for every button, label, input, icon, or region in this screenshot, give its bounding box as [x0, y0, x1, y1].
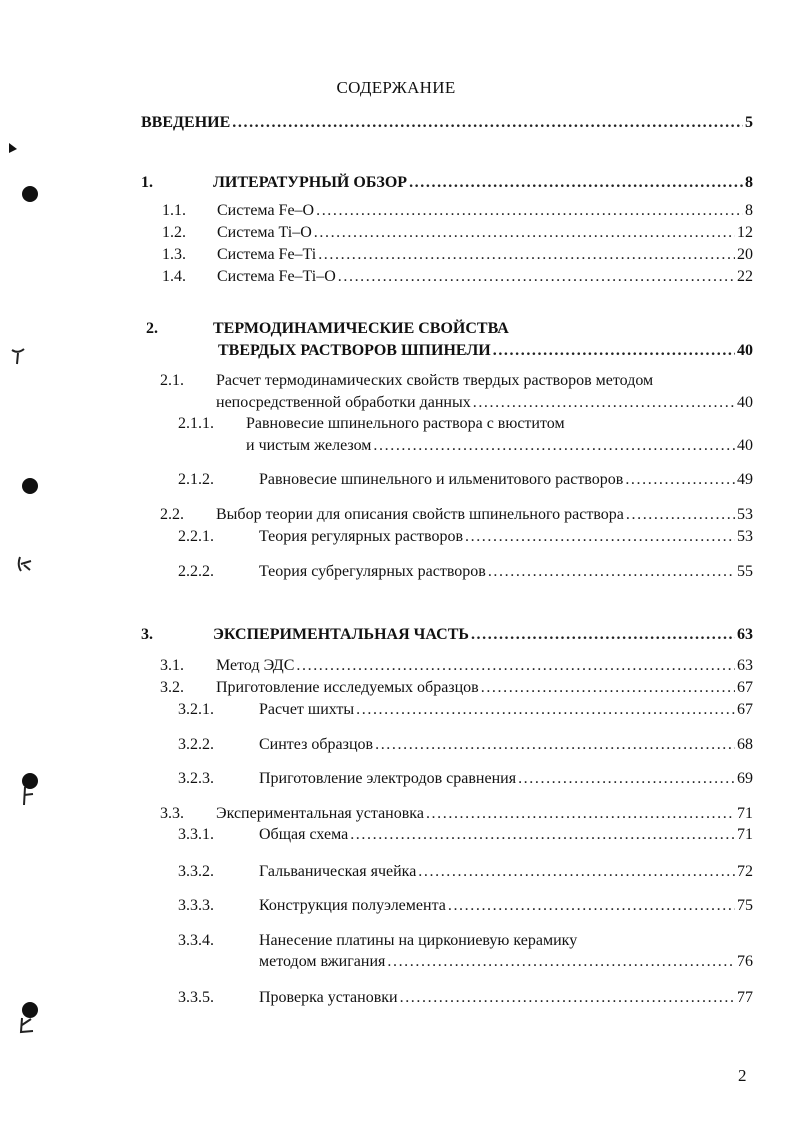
- toc-entry-page: 63: [737, 657, 753, 674]
- punch-hole-mark: [22, 478, 38, 494]
- ink-scribble-mark: [16, 555, 34, 573]
- toc-entry-page: 71: [737, 805, 753, 822]
- toc-entry-s1-2[interactable]: [217, 222, 753, 244]
- toc-entry-title: Система Fe–Ti–O: [217, 268, 336, 285]
- dot-leader: [350, 824, 735, 846]
- toc-entry-title-line1: Равновесие шпинельного раствора с вюститом: [246, 415, 565, 432]
- toc-item-number: 1.1.: [162, 202, 186, 219]
- toc-entry-title: Общая схема: [259, 826, 349, 843]
- toc-entry-page: 49: [737, 471, 753, 488]
- toc-entry-s3[interactable]: [213, 624, 753, 646]
- toc-entry-page: 75: [737, 897, 753, 914]
- dot-leader: [338, 266, 735, 288]
- toc-entry-s3-3-1[interactable]: [259, 824, 753, 846]
- toc-entry-page: 72: [737, 863, 753, 880]
- toc-entry-s2-1[interactable]: [216, 392, 753, 414]
- toc-entry-page: 53: [737, 506, 753, 523]
- toc-entry-page: 67: [737, 701, 753, 718]
- toc-entry-page: 71: [737, 826, 753, 843]
- page-title: СОДЕРЖАНИЕ: [336, 78, 456, 97]
- toc-entry-title: и чистым железом: [246, 437, 372, 454]
- dot-leader: [448, 895, 735, 917]
- toc-entry-page: 77: [737, 989, 753, 1006]
- toc-entry-title: Система Fe–O: [217, 202, 315, 219]
- toc-entry-s3-2-3[interactable]: [259, 768, 753, 790]
- toc-entry-page: 20: [737, 246, 753, 263]
- dot-leader: [356, 699, 735, 721]
- toc-entry-title: Система Ti–O: [217, 224, 312, 241]
- toc-entry-title: Система Fe–Ti: [217, 246, 317, 263]
- toc-item-number: 2.1.1.: [178, 415, 214, 432]
- toc-item-number: 1.3.: [162, 246, 186, 263]
- dot-leader: [418, 861, 735, 883]
- toc-entry-page: 67: [737, 679, 753, 696]
- toc-entry-page: 68: [737, 736, 753, 753]
- toc-entry-s1-4[interactable]: [217, 266, 753, 288]
- toc-entry-title: Теория регулярных растворов: [259, 528, 463, 545]
- toc-entry-page: 40: [737, 342, 753, 359]
- toc-entry-title: ЭКСПЕРИМЕНТАЛЬНАЯ ЧАСТЬ: [213, 626, 469, 643]
- toc-entry-s3-3-4[interactable]: [259, 951, 753, 973]
- dot-leader: [493, 340, 735, 362]
- toc-entry-title-line1: Расчет термодинамических свойств твердых растворов методом: [216, 372, 654, 389]
- toc-entry-s3-1[interactable]: [216, 655, 753, 677]
- page-number: 2: [738, 1066, 747, 1085]
- toc-item-number: 3.3.2.: [178, 863, 214, 880]
- toc-entry-title: Метод ЭДС: [216, 657, 295, 674]
- toc-item-number: 1.2.: [162, 224, 186, 241]
- toc-entry-title: Гальваническая ячейка: [259, 863, 417, 880]
- toc-item-number: 3.3.4.: [178, 932, 214, 949]
- toc-entry-intro[interactable]: [141, 112, 753, 134]
- toc-entry-title-line1: Нанесение платины на циркониевую керамику: [259, 932, 578, 949]
- toc-entry-page: 12: [737, 224, 753, 241]
- toc-item-number: 2.1.2.: [178, 471, 214, 488]
- toc-entry-s1-1[interactable]: [217, 200, 753, 222]
- dot-leader: [409, 172, 743, 194]
- toc-entry-page: 8: [745, 174, 753, 191]
- toc-entry-s2-1-2[interactable]: [259, 469, 753, 491]
- toc-entry-s1-3[interactable]: [217, 244, 753, 266]
- toc-entry-page: 55: [737, 563, 753, 580]
- toc-entry-s3-2-2[interactable]: [259, 734, 753, 756]
- toc-item-number: 3.3.1.: [178, 826, 214, 843]
- toc-entry-title: ЛИТЕРАТУРНЫЙ ОБЗОР: [213, 174, 408, 191]
- dot-leader: [375, 734, 735, 756]
- toc-entry-s3-3-3[interactable]: [259, 895, 753, 917]
- toc-entry-title: Приготовление электродов сравнения: [259, 770, 517, 787]
- toc-entry-s2[interactable]: [218, 340, 753, 362]
- toc-entry-page: 5: [745, 114, 753, 131]
- toc-item-number: 3.2.: [160, 679, 184, 696]
- toc-item-number: 3.2.1.: [178, 701, 214, 718]
- toc-entry-s3-3-5[interactable]: [259, 987, 753, 1009]
- toc-entry-title: Приготовление исследуемых образцов: [216, 679, 479, 696]
- ink-scribble-mark: [20, 785, 36, 807]
- toc-entry-page: 69: [737, 770, 753, 787]
- dot-leader: [473, 392, 735, 414]
- toc-item-number: 2.2.: [160, 506, 184, 523]
- toc-item-number: 3.3.5.: [178, 989, 214, 1006]
- toc-entry-title-line1: ТЕРМОДИНАМИЧЕСКИЕ СВОЙСТВА: [213, 320, 509, 337]
- dot-leader: [373, 435, 735, 457]
- toc-item-number: 3.2.2.: [178, 736, 214, 753]
- toc-item-number: 3.3.3.: [178, 897, 214, 914]
- toc-entry-title: Экспериментальная установка: [216, 805, 424, 822]
- dot-leader: [387, 951, 735, 973]
- toc-entry-page: 40: [737, 394, 753, 411]
- toc-entry-s3-3-2[interactable]: [259, 861, 753, 883]
- dot-leader: [314, 222, 735, 244]
- toc-item-number: 3.1.: [160, 657, 184, 674]
- toc-entry-page: 22: [737, 268, 753, 285]
- dot-leader: [316, 200, 743, 222]
- dot-leader: [488, 561, 735, 583]
- dot-leader: [518, 768, 735, 790]
- toc-entry-s2-2-1[interactable]: [259, 526, 753, 548]
- dot-leader: [426, 803, 735, 825]
- dot-leader: [318, 244, 735, 266]
- toc-item-number: 1.4.: [162, 268, 186, 285]
- punch-hole-mark: [22, 186, 38, 202]
- toc-entry-s3-3[interactable]: [216, 803, 753, 825]
- toc-entry-s3-2[interactable]: [216, 677, 753, 699]
- toc-entry-title: Проверка установки: [259, 989, 398, 1006]
- toc-entry-page: 63: [737, 626, 753, 643]
- dot-leader: [626, 504, 735, 526]
- toc-section-number: 3.: [141, 626, 153, 643]
- toc-entry-s3-2-1[interactable]: [259, 699, 753, 721]
- dot-leader: [400, 987, 735, 1009]
- toc-entry-page: 76: [737, 953, 753, 970]
- toc-entry-s2-1-1[interactable]: [246, 435, 753, 457]
- dot-leader: [471, 624, 735, 646]
- toc-entry-title: Выбор теории для описания свойств шпинельного раствора: [216, 506, 624, 523]
- toc-entry-title: методом вжигания: [259, 953, 386, 970]
- toc-entry-title: Расчет шихты: [259, 701, 355, 718]
- toc-entry-s2-2-2[interactable]: [259, 561, 753, 583]
- toc-entry-page: 8: [745, 202, 753, 219]
- toc-item-number: 2.2.1.: [178, 528, 214, 545]
- toc-entry-title: ТВЕРДЫХ РАСТВОРОВ ШПИНЕЛИ: [218, 342, 491, 359]
- toc-item-number: 3.2.3.: [178, 770, 214, 787]
- toc-item-number: 2.1.: [160, 372, 184, 389]
- ink-scribble-mark: [18, 1016, 36, 1034]
- toc-entry-s2-2[interactable]: [216, 504, 753, 526]
- dot-leader: [481, 677, 735, 699]
- dot-leader: [296, 655, 735, 677]
- toc-entry-title: ВВЕДЕНИЕ: [141, 114, 231, 131]
- toc-entry-title: Конструкция полуэлемента: [259, 897, 446, 914]
- toc-item-number: 2.2.2.: [178, 563, 214, 580]
- toc-entry-title: Равновесие шпинельного и ильменитового растворов: [259, 471, 624, 488]
- dot-leader: [625, 469, 735, 491]
- corner-arrow-mark: [8, 142, 18, 154]
- toc-entry-page: 40: [737, 437, 753, 454]
- toc-item-number: 3.3.: [160, 805, 184, 822]
- toc-entry-title: непосредственной обработки данных: [216, 394, 471, 411]
- toc-entry-page: 53: [737, 528, 753, 545]
- toc-section-number: 2.: [146, 320, 158, 337]
- toc-section-number: 1.: [141, 174, 153, 191]
- dot-leader: [232, 112, 743, 134]
- toc-entry-title: Синтез образцов: [259, 736, 374, 753]
- dot-leader: [465, 526, 735, 548]
- toc-entry-title: Теория субрегулярных растворов: [259, 563, 486, 580]
- toc-entry-s1[interactable]: [213, 172, 753, 194]
- ink-scribble-mark: [10, 346, 26, 366]
